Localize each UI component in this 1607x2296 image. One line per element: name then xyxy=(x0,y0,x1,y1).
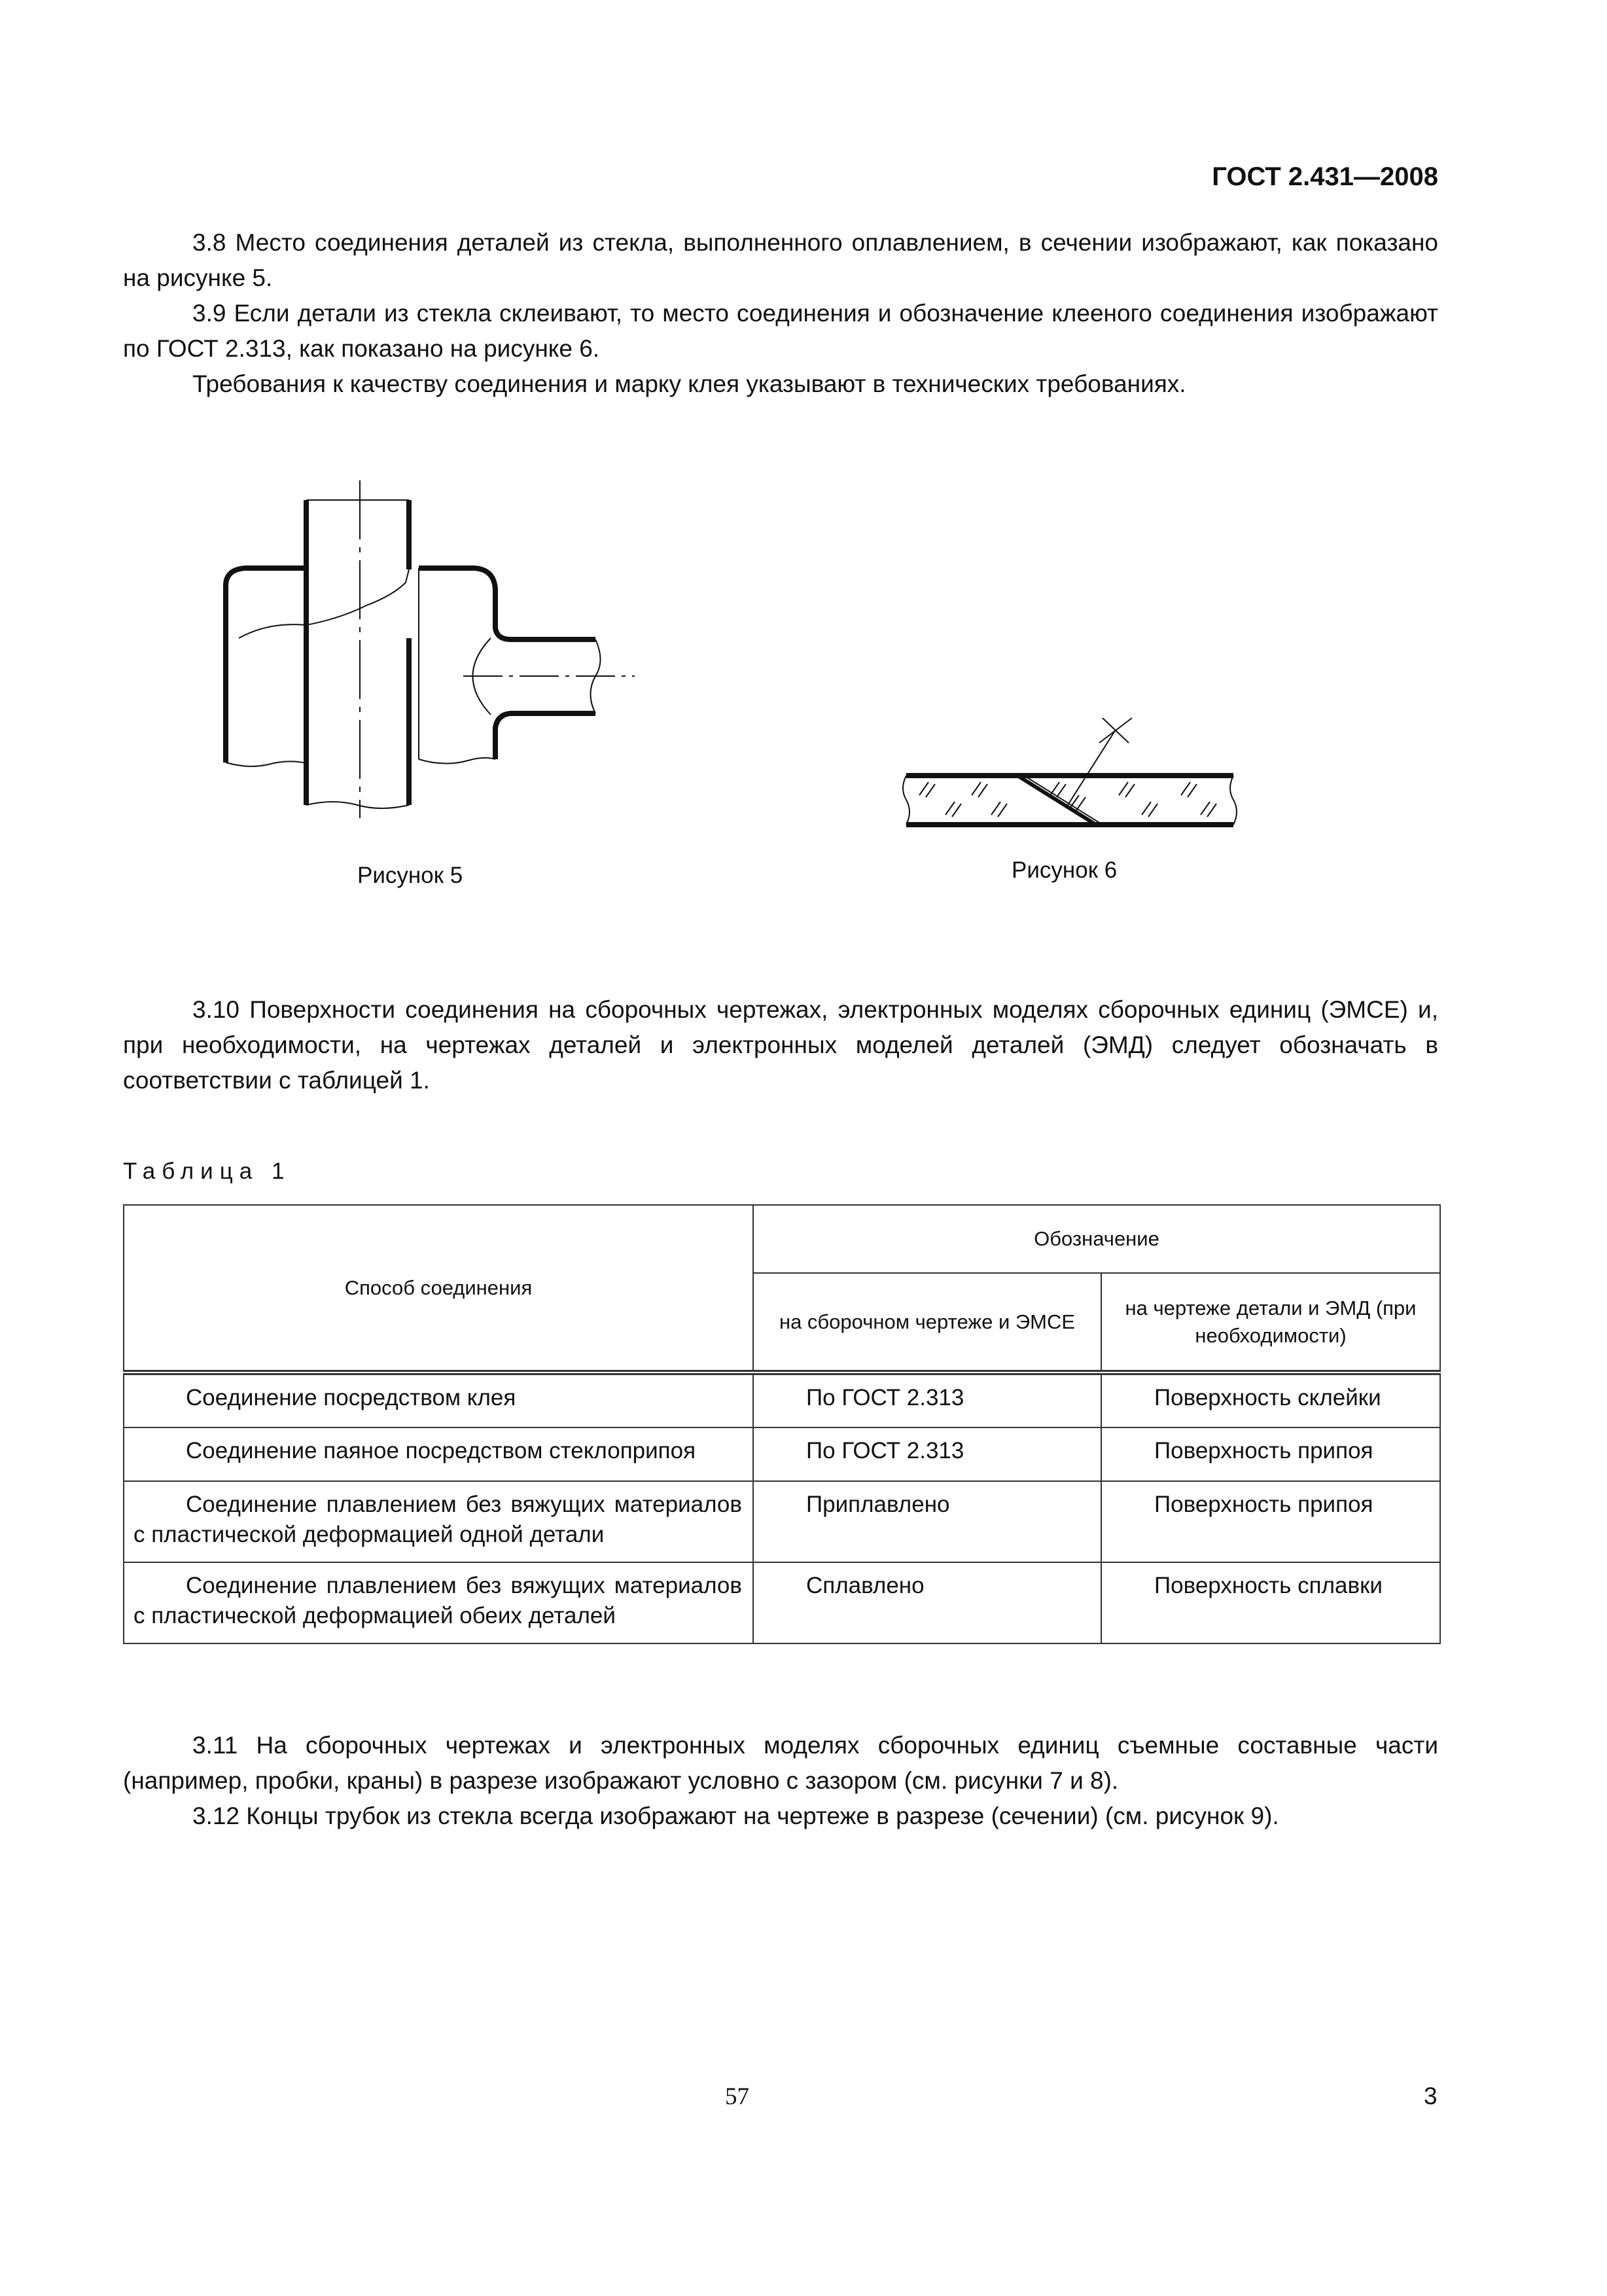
paragraph-requirements: Требования к качеству соединения и марку клея указывают в технических требованиях. xyxy=(192,370,1186,397)
row-assembly: Приплавлено xyxy=(753,1481,1101,1562)
table-title: Таблица 1 xyxy=(123,1158,291,1184)
table-row xyxy=(124,1481,1440,1562)
row-assembly: Сплавлено xyxy=(753,1562,1101,1643)
figure-6-drawing xyxy=(900,710,1266,854)
row-method: Соединение плавлением без вяжущих материалов с пластической деформацией одной детали xyxy=(124,1481,753,1562)
table-row xyxy=(124,1562,1440,1643)
row-method: Соединение плавлением без вяжущих материалов с пластической деформацией обеих деталей xyxy=(124,1562,753,1643)
table-row xyxy=(124,1427,1440,1481)
row-part: Поверхность сплавки xyxy=(1101,1562,1440,1643)
paragraph-3-12: 3.12 Концы трубок из стекла всегда изображают на чертеже в разрезе (сечении) (см. рисунок 9). xyxy=(192,1803,1279,1829)
header-assembly: на сборочном чертеже и ЭМСЕ xyxy=(753,1273,1101,1372)
header-method: Способ соединения xyxy=(124,1205,753,1372)
paragraph-3-9: 3.9 Если детали из стекла склеивают, то место соединения и обозначение клееного соединения изображают по ГОСТ 2.313, как показано на рисунке 6. xyxy=(123,300,1438,362)
table-row xyxy=(124,1372,1440,1427)
page-number-right: 3 xyxy=(1424,2083,1438,2109)
figure-5-caption: Рисунок 5 xyxy=(357,863,463,888)
row-part: Поверхность припоя xyxy=(1101,1481,1440,1562)
paragraph-3-8: 3.8 Место соединения деталей из стекла, выполненного оплавлением, в сечении изображают, как показано на рисунке 5. xyxy=(123,229,1438,291)
paragraph-3-10: 3.10 Поверхности соединения на сборочных чертежах, электронных моделях сборочных единиц (ЭМСЕ) и, при необходимости, на чертежах деталей и электронных моделей деталей (ЭМД) следует обозначать в соответствии с таблицей 1. xyxy=(123,996,1438,1094)
standard-header: ГОСТ 2.431—2008 xyxy=(1212,162,1438,191)
paragraph-3-11: 3.11 На сборочных чертежах и электронных моделях сборочных единиц съемные составные части (например, пробки, краны) в разрезе изображают условно с зазором (см. рисунки 7 и 8). xyxy=(123,1732,1438,1794)
row-method: Соединение посредством клея xyxy=(124,1372,753,1427)
figure-5-drawing xyxy=(209,471,641,825)
header-designation: Обозначение xyxy=(753,1205,1440,1273)
page-number-center: 57 xyxy=(725,2083,749,2110)
header-part: на чертеже детали и ЭМД (при необходимости) xyxy=(1101,1273,1440,1372)
row-method: Соединение паяное посредством стеклоприпоя xyxy=(124,1427,753,1481)
table-1 xyxy=(123,1204,1441,1644)
row-assembly: По ГОСТ 2.313 xyxy=(753,1427,1101,1481)
row-part: Поверхность склейки xyxy=(1101,1372,1440,1427)
row-part: Поверхность припоя xyxy=(1101,1427,1440,1481)
row-assembly: По ГОСТ 2.313 xyxy=(753,1372,1101,1427)
figure-6-caption: Рисунок 6 xyxy=(1012,857,1118,883)
